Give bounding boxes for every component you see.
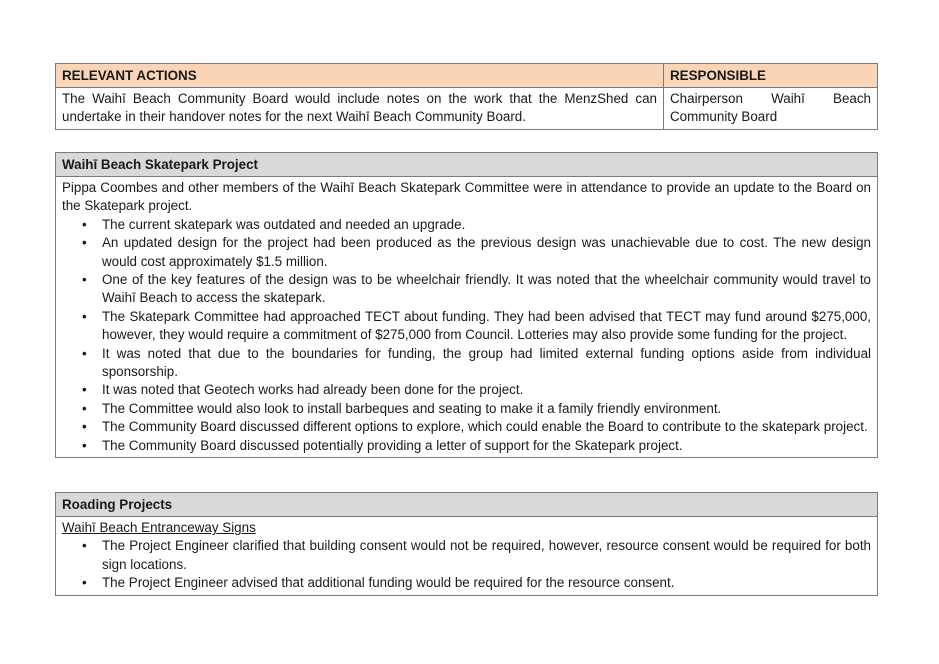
responsible-cell: Chairperson Waihī Beach Community Board — [664, 88, 878, 130]
roading-title: Roading Projects — [56, 493, 878, 517]
relevant-actions-header: RELEVANT ACTIONS — [56, 64, 664, 88]
list-item: • It was noted that due to the boundaries for funding, the group had limited external funding options aside from individual sponsorship. — [102, 345, 871, 382]
list-item: • The Community Board discussed different options to explore, which could enable the Board to contribute to the skatepark project. — [102, 418, 871, 436]
list-item: • It was noted that Geotech works had already been done for the project. — [102, 381, 871, 399]
roading-body — [56, 517, 878, 596]
relevant-actions-table — [55, 63, 878, 130]
responsible-header: RESPONSIBLE — [664, 64, 878, 88]
roading-section — [55, 492, 878, 596]
list-item: • The Committee would also look to install barbeques and seating to make it a family friendly environment. — [102, 400, 871, 418]
list-item: • An updated design for the project had been produced as the previous design was unachievable due to cost. The new design would cost approximately $1.5 million. — [102, 234, 871, 271]
actions-row — [56, 88, 878, 130]
list-item: • The Skatepark Committee had approached TECT about funding. They had been advised that TECT may fund around $275,000, however, they would require a commitment of $275,000 from Council. Lotteries may also provide some funding for the project. — [102, 308, 871, 345]
action-cell: The Waihī Beach Community Board would include notes on the work that the MenzShed can undertake in their handover notes for the next Waihī Beach Community Board. — [56, 88, 664, 130]
skatepark-intro: Pippa Coombes and other members of the Waihī Beach Skatepark Committee were in attendance to provide an update to the Board on the Skatepark project. — [62, 180, 871, 214]
skatepark-bullet-list — [62, 216, 871, 455]
list-item: • The Project Engineer advised that additional funding would be required for the resource consent. — [102, 574, 871, 592]
skatepark-body — [56, 177, 878, 458]
list-item: • The current skatepark was outdated and needed an upgrade. — [102, 216, 871, 234]
list-item: • The Project Engineer clarified that building consent would not be required, however, resource consent would be required for both sign locations. — [102, 537, 871, 574]
skatepark-title: Waihī Beach Skatepark Project — [56, 153, 878, 177]
list-item: • One of the key features of the design was to be wheelchair friendly. It was noted that the wheelchair community would travel to Waihī Beach to access the skatepark. — [102, 271, 871, 308]
skatepark-section — [55, 152, 878, 458]
roading-bullet-list — [62, 537, 871, 592]
actions-header-row — [56, 64, 878, 88]
list-item: • The Community Board discussed potentially providing a letter of support for the Skatepark project. — [102, 437, 871, 455]
entranceway-signs-subheading: Waihī Beach Entranceway Signs — [62, 520, 256, 535]
